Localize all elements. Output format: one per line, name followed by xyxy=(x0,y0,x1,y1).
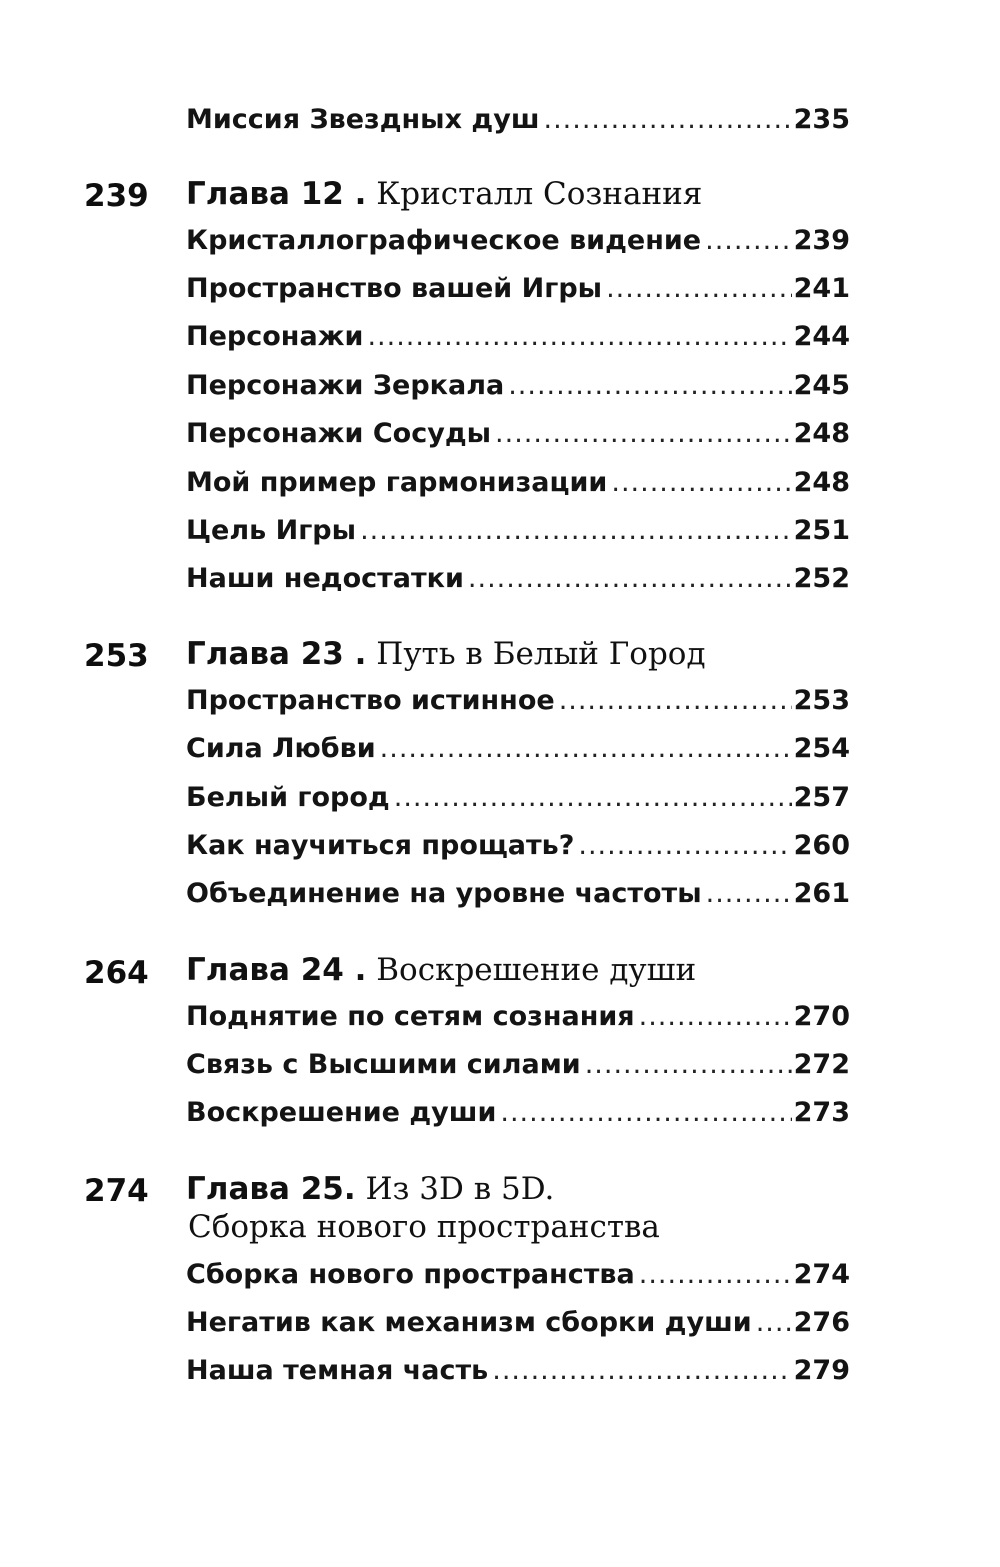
dot-leader xyxy=(578,830,791,862)
entry-page: 260 xyxy=(793,830,850,861)
entry-title: Персонажи xyxy=(186,321,364,352)
toc-entry[interactable] xyxy=(186,782,850,814)
dot-leader xyxy=(705,225,792,257)
entry-page: 254 xyxy=(793,733,850,764)
chapter-heading[interactable] xyxy=(186,1171,886,1207)
entry-page: 244 xyxy=(793,321,850,352)
chapter-heading[interactable] xyxy=(186,176,886,212)
toc-entry[interactable] xyxy=(186,321,850,353)
chapter-title: Кристалл Сознания xyxy=(376,176,703,212)
dot-leader xyxy=(544,104,792,136)
entry-page: 252 xyxy=(793,563,850,594)
chapter-page-number: 264 xyxy=(84,955,149,991)
toc-entry[interactable] xyxy=(186,878,850,910)
toc-entry[interactable] xyxy=(186,515,850,547)
entry-page: 257 xyxy=(793,782,850,813)
entry-title: Сборка нового пространства xyxy=(186,1259,635,1290)
toc-entry[interactable] xyxy=(186,1307,850,1339)
toc-entry[interactable] xyxy=(186,830,850,862)
entry-page: 239 xyxy=(793,225,850,256)
entry-title: Пространство истинное xyxy=(186,685,555,716)
dot-leader xyxy=(380,733,792,765)
dot-leader xyxy=(508,370,791,402)
entry-page: 270 xyxy=(793,1001,850,1032)
chapter-heading[interactable] xyxy=(186,952,886,988)
dot-leader xyxy=(367,321,791,353)
dot-leader xyxy=(495,418,792,450)
entry-title: Миссия Звездных душ xyxy=(186,104,540,135)
toc-entry[interactable] xyxy=(186,733,850,765)
chapter-heading[interactable] xyxy=(186,636,886,672)
chapter-page-number: 253 xyxy=(84,638,149,674)
toc-entry[interactable] xyxy=(186,273,850,305)
toc-entry[interactable] xyxy=(186,1259,850,1291)
chapter-title: Путь в Белый Город xyxy=(376,636,706,672)
entry-title: Цель Игры xyxy=(186,515,357,546)
entry-title: Персонажи Сосуды xyxy=(186,418,492,449)
entry-title: Объединение на уровне частоты xyxy=(186,878,702,909)
chapter-label: Глава 23 . xyxy=(186,636,367,672)
entry-title: Связь с Высшими силами xyxy=(186,1049,581,1080)
dot-leader xyxy=(585,1049,792,1081)
entry-page: 251 xyxy=(793,515,850,546)
entry-page: 245 xyxy=(793,370,850,401)
toc-entry[interactable] xyxy=(186,104,850,136)
entry-title: Негатив как механизм сборки души xyxy=(186,1307,752,1338)
entry-page: 273 xyxy=(793,1097,850,1128)
entry-title: Как научиться прощать? xyxy=(186,830,575,861)
entry-title: Пространство вашей Игры xyxy=(186,273,603,304)
toc-entry[interactable] xyxy=(186,1097,850,1129)
chapter-label: Глава 12 . xyxy=(186,176,367,212)
entry-title: Персонажи Зеркала xyxy=(186,370,505,401)
dot-leader xyxy=(500,1097,791,1129)
entry-title: Поднятие по сетям сознания xyxy=(186,1001,635,1032)
chapter-page-number: 274 xyxy=(84,1173,149,1209)
entry-title: Наши недостатки xyxy=(186,563,464,594)
toc-entry[interactable] xyxy=(186,685,850,717)
entry-title: Наша темная часть xyxy=(186,1355,489,1386)
toc-entry[interactable] xyxy=(186,1355,850,1387)
toc-entry[interactable] xyxy=(186,1001,850,1033)
dot-leader xyxy=(611,467,791,499)
chapter-label: Глава 24 . xyxy=(186,952,367,988)
dot-leader xyxy=(492,1355,791,1387)
toc-entry[interactable] xyxy=(186,418,850,450)
dot-leader xyxy=(706,878,792,910)
dot-leader xyxy=(606,273,792,305)
entry-title: Белый город xyxy=(186,782,390,813)
dot-leader xyxy=(756,1307,792,1339)
entry-page: 261 xyxy=(793,878,850,909)
entry-title: Кристаллографическое видение xyxy=(186,225,702,256)
dot-leader xyxy=(360,515,792,547)
chapter-subtitle: Сборка нового пространства xyxy=(188,1209,660,1245)
entry-title: Мой пример гармонизации xyxy=(186,467,608,498)
dot-leader xyxy=(639,1259,792,1291)
chapter-label: Глава 25. xyxy=(186,1171,356,1207)
entry-page: 235 xyxy=(793,104,850,135)
entry-page: 253 xyxy=(793,685,850,716)
dot-leader xyxy=(394,782,792,814)
entry-page: 248 xyxy=(793,467,850,498)
toc-entry[interactable] xyxy=(186,467,850,499)
entry-page: 276 xyxy=(793,1307,850,1338)
dot-leader xyxy=(468,563,792,595)
toc-entry[interactable] xyxy=(186,225,850,257)
entry-page: 279 xyxy=(793,1355,850,1386)
chapter-title: Из 3D в 5D. xyxy=(365,1171,555,1207)
chapter-title: Воскрешение души xyxy=(376,952,697,988)
entry-page: 241 xyxy=(793,273,850,304)
toc-entry[interactable] xyxy=(186,1049,850,1081)
entry-title: Воскрешение души xyxy=(186,1097,497,1128)
entry-page: 274 xyxy=(793,1259,850,1290)
toc-entry[interactable] xyxy=(186,370,850,402)
entry-title: Сила Любви xyxy=(186,733,376,764)
dot-leader xyxy=(639,1001,792,1033)
entry-page: 248 xyxy=(793,418,850,449)
chapter-page-number: 239 xyxy=(84,178,149,214)
dot-leader xyxy=(559,685,792,717)
toc-entry[interactable] xyxy=(186,563,850,595)
entry-page: 272 xyxy=(793,1049,850,1080)
